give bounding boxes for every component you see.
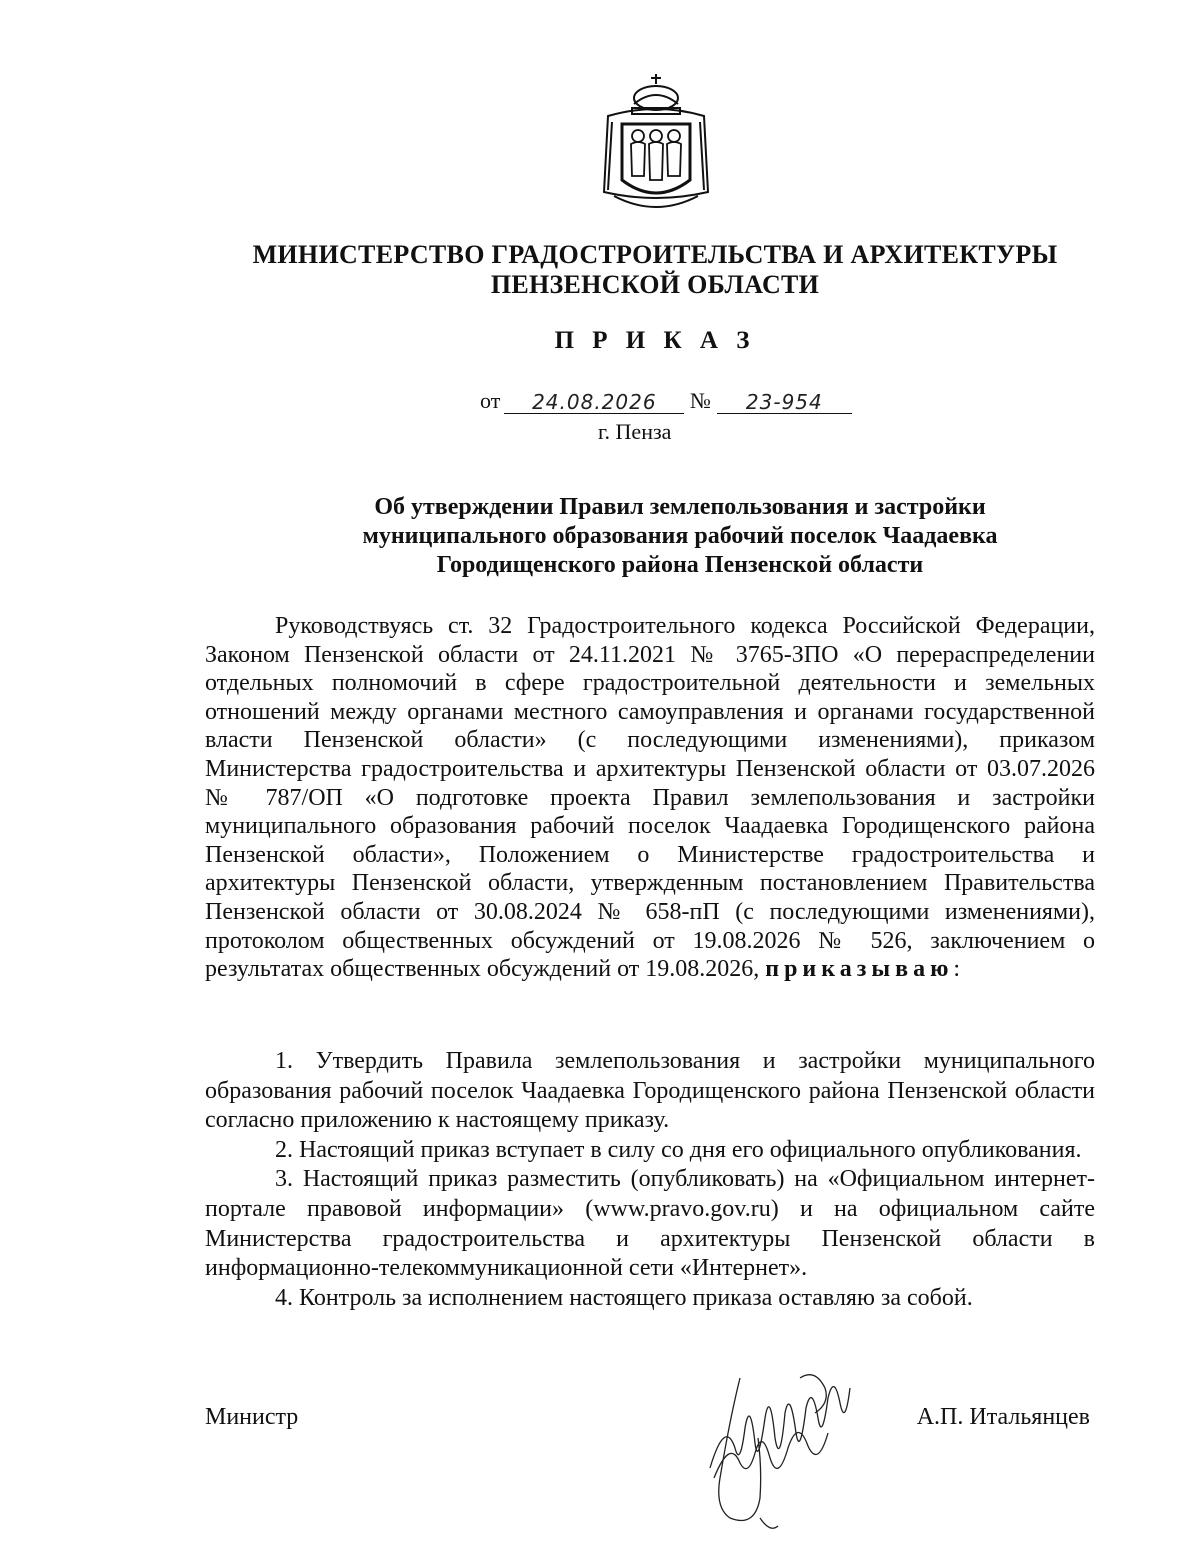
decree-colon: : xyxy=(953,956,961,983)
order-items xyxy=(205,1047,1095,1313)
preamble-paragraph xyxy=(205,612,1095,984)
ministry-name-line1: МИНИСТЕРСТВО ГРАДОСТРОИТЕЛЬСТВА И АРХИТЕКТУРЫ xyxy=(252,240,1058,269)
date-field xyxy=(504,389,684,414)
order-item: 3. Настоящий приказ разместить (опубликовать) на «Официальном интернет-портале правовой информации» (www.pravo.gov.ru) и на официальном сайте Министерства градостроительства и архитектуры Пензенской области в информационно-телекоммуникационной сети «Интернет». xyxy=(205,1166,1095,1282)
signatory-name: А.П. Итальянцев xyxy=(916,1404,1090,1430)
date-value: 24.08.2026 xyxy=(532,390,657,414)
handwritten-signature xyxy=(700,1358,860,1538)
preamble-text: Руководствуясь ст. 32 Градостроительного кодекса Российской Федерации, Законом Пензенской области от 24.11.2021 № 3765-ЗПО «О перераспределении отдельных полномочий в сфере градостроительной деятельности и земельных отношений между органами местного самоуправления и органами государственной власти Пензенской области» (с последующими изменениями), приказом Министерства градостроительства и архитектуры Пензенской области от 03.07.2026 № 787/ОП «О подготовке проекта Правил землепользования и застройки муниципального образования рабочий поселок Чаадаевка Городищенского района Пензенской области», Положением о Министерстве градостроительства и архитектуры Пензенской области, утвержденным постановлением Правительства Пензенской области от 30.08.2024 № 658-пП (с последующими изменениями), протоколом общественных обсуждений от 19.08.2026 № 526, заключением о результатах общественных обсуждений от 19.08.2026, xyxy=(205,613,1095,983)
document-type: П Р И К А З xyxy=(554,327,756,354)
ministry-name-line2: ПЕНЗЕНСКОЙ ОБЛАСТИ xyxy=(490,270,820,299)
subject-line1: Об утверждении Правил землепользования и застройки xyxy=(374,494,986,520)
signatory-position: Министр xyxy=(205,1404,299,1430)
subject-line3: Городищенского района Пензенской области xyxy=(436,552,924,578)
number-field xyxy=(717,389,852,414)
number-value: 23-954 xyxy=(745,390,823,414)
ministry-name xyxy=(0,240,1200,300)
date-number-line xyxy=(480,388,852,414)
order-item: 1. Утвердить Правила землепользования и застройки муниципального образования рабочий поселок Чаадаевка Городищенского района Пензенской области согласно приложению к настоящему приказу. xyxy=(205,1048,1095,1134)
date-prefix: от xyxy=(480,388,501,413)
subject-line2: муниципального образования рабочий поселок Чаадаевка xyxy=(362,523,998,549)
city: г. Пенза xyxy=(598,419,672,444)
order-item: 2. Настоящий приказ вступает в силу со дня его официального опубликования. xyxy=(275,1136,1082,1163)
document-subject xyxy=(330,493,1030,580)
decree-word: приказываю xyxy=(765,956,954,983)
number-prefix: № xyxy=(689,388,711,413)
order-item: 4. Контроль за исполнением настоящего приказа оставляю за собой. xyxy=(275,1284,973,1311)
coat-of-arms-icon xyxy=(598,72,714,220)
